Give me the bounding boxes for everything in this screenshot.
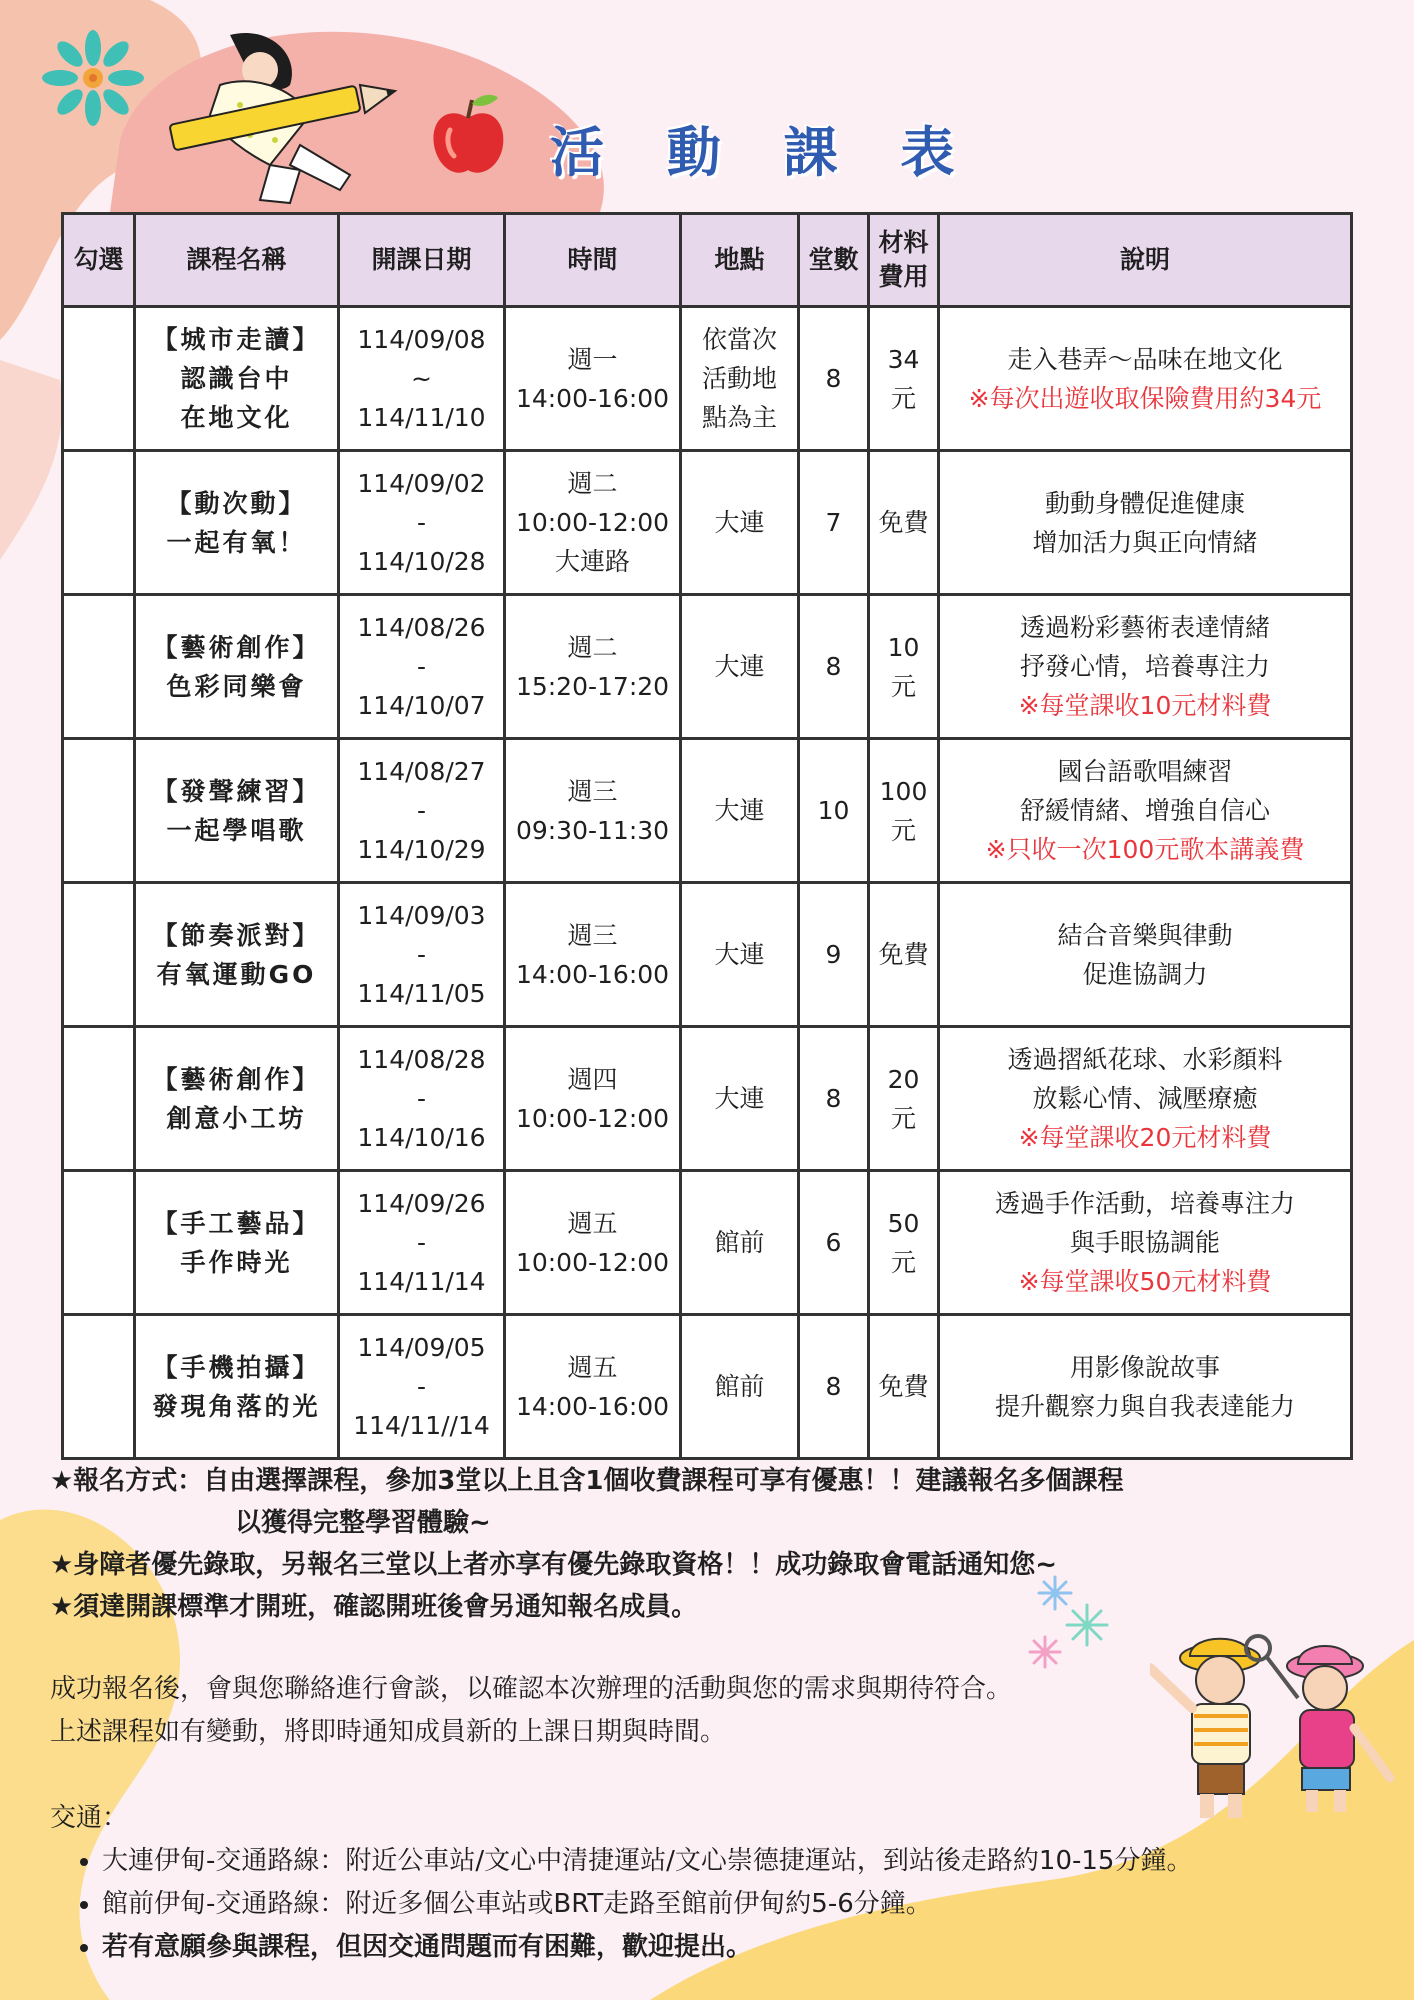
time-cell: 週四 10:00-12:00 bbox=[505, 1027, 681, 1171]
description-cell: 動動身體促進健康 增加活力與正向情緒 bbox=[939, 451, 1352, 595]
location-cell: 大連 bbox=[681, 451, 799, 595]
table-row bbox=[63, 883, 1352, 1027]
table-row bbox=[63, 595, 1352, 739]
girl-with-pencil-illustration bbox=[160, 25, 400, 205]
start-date-cell: 114/09/08 ~ 114/11/10 bbox=[339, 307, 505, 451]
course-schedule-table bbox=[61, 212, 1353, 1460]
select-checkbox-cell[interactable] bbox=[63, 1027, 135, 1171]
flower-icon bbox=[38, 28, 148, 128]
info-line-1: 成功報名後，會與您聯絡進行會談，以確認本次辦理的活動與您的需求與期待符合。 bbox=[50, 1674, 1013, 1704]
transport-heading: 交通： bbox=[50, 1803, 129, 1833]
sparkle-icon bbox=[1025, 1575, 1115, 1675]
course-name-cell: 【城市走讀】 認識台中 在地文化 bbox=[135, 307, 339, 451]
info-paragraph bbox=[50, 1668, 1012, 1754]
time-cell: 週二 10:00-12:00 大連路 bbox=[505, 451, 681, 595]
list-item: • 館前伊甸-交通路線：附近多個公車站或BRT走路至館前伊甸約5-6分鐘。 bbox=[102, 1883, 1192, 1926]
header-check: 勾選 bbox=[63, 214, 135, 307]
header-course-name: 課程名稱 bbox=[135, 214, 339, 307]
description-cell: 用影像說故事 提升觀察力與自我表達能力 bbox=[939, 1315, 1352, 1459]
location-cell: 依當次 活動地 點為主 bbox=[681, 307, 799, 451]
start-date-cell: 114/09/03 - 114/11/05 bbox=[339, 883, 505, 1027]
transport-section bbox=[50, 1797, 1192, 1969]
course-name-cell: 【動次動】 一起有氧！ bbox=[135, 451, 339, 595]
location-cell: 館前 bbox=[681, 1171, 799, 1315]
location-cell: 大連 bbox=[681, 883, 799, 1027]
page-title: 活 動 課 表 bbox=[550, 121, 977, 184]
course-name-cell: 【手工藝品】 手作時光 bbox=[135, 1171, 339, 1315]
header-description: 說明 bbox=[939, 214, 1352, 307]
header-session-count: 堂數 bbox=[799, 214, 869, 307]
note-class-opening: ★須達開課標準才開班，確認開班後會另通知報名成員。 bbox=[50, 1592, 698, 1622]
material-fee-cell: 免費 bbox=[869, 1315, 939, 1459]
header-location: 地點 bbox=[681, 214, 799, 307]
table-row bbox=[63, 1315, 1352, 1459]
description-cell: 國台語歌唱練習 舒緩情緒、增強自信心 ※只收一次100元歌本講義費 bbox=[939, 739, 1352, 883]
table-header-row bbox=[63, 214, 1352, 307]
material-fee-cell: 20 元 bbox=[869, 1027, 939, 1171]
start-date-cell: 114/08/27 - 114/10/29 bbox=[339, 739, 505, 883]
table-row bbox=[63, 739, 1352, 883]
session-count-cell: 6 bbox=[799, 1171, 869, 1315]
description-cell: 結合音樂與律動 促進協調力 bbox=[939, 883, 1352, 1027]
table-row bbox=[63, 1171, 1352, 1315]
time-cell: 週一 14:00-16:00 bbox=[505, 307, 681, 451]
list-item: • 若有意願參與課程，但因交通問題而有困難，歡迎提出。 bbox=[102, 1926, 1192, 1969]
material-fee-cell: 免費 bbox=[869, 883, 939, 1027]
session-count-cell: 7 bbox=[799, 451, 869, 595]
header-start-date: 開課日期 bbox=[339, 214, 505, 307]
note-registration-method-cont: 以獲得完整學習體驗~ bbox=[235, 1508, 491, 1538]
info-line-2: 上述課程如有變動，將即時通知成員新的上課日期與時間。 bbox=[50, 1717, 727, 1747]
select-checkbox-cell[interactable] bbox=[63, 595, 135, 739]
start-date-cell: 114/08/28 - 114/10/16 bbox=[339, 1027, 505, 1171]
start-date-cell: 114/08/26 - 114/10/07 bbox=[339, 595, 505, 739]
select-checkbox-cell[interactable] bbox=[63, 1171, 135, 1315]
apple-icon bbox=[428, 90, 508, 180]
location-cell: 大連 bbox=[681, 1027, 799, 1171]
material-fee-cell: 免費 bbox=[869, 451, 939, 595]
location-cell: 館前 bbox=[681, 1315, 799, 1459]
kids-illustration bbox=[1150, 1628, 1400, 1828]
location-cell: 大連 bbox=[681, 595, 799, 739]
note-registration-method: ★報名方式：自由選擇課程，參加3堂以上且含1個收費課程可享有優惠！！建議報名多個課程 bbox=[50, 1466, 1124, 1496]
select-checkbox-cell[interactable] bbox=[63, 1315, 135, 1459]
session-count-cell: 10 bbox=[799, 739, 869, 883]
material-fee-cell: 100 元 bbox=[869, 739, 939, 883]
select-checkbox-cell[interactable] bbox=[63, 883, 135, 1027]
table-row bbox=[63, 307, 1352, 451]
course-name-cell: 【藝術創作】 創意小工坊 bbox=[135, 1027, 339, 1171]
list-item: • 大連伊甸-交通路線：附近公車站/文心中清捷運站/文心崇德捷運站，到站後走路約10-15分鐘。 bbox=[102, 1840, 1192, 1883]
note-priority-admission: ★身障者優先錄取，另報名三堂以上者亦享有優先錄取資格！！成功錄取會電話通知您~ bbox=[50, 1550, 1058, 1580]
description-cell: 透過粉彩藝術表達情緒 抒發心情，培養專注力 ※每堂課收10元材料費 bbox=[939, 595, 1352, 739]
select-checkbox-cell[interactable] bbox=[63, 451, 135, 595]
time-cell: 週三 09:30-11:30 bbox=[505, 739, 681, 883]
description-cell: 透過摺紙花球、水彩顏料 放鬆心情、減壓療癒 ※每堂課收20元材料費 bbox=[939, 1027, 1352, 1171]
description-cell: 透過手作活動，培養專注力 與手眼協調能 ※每堂課收50元材料費 bbox=[939, 1171, 1352, 1315]
select-checkbox-cell[interactable] bbox=[63, 739, 135, 883]
start-date-cell: 114/09/02 - 114/10/28 bbox=[339, 451, 505, 595]
table-row bbox=[63, 451, 1352, 595]
course-name-cell: 【藝術創作】 色彩同樂會 bbox=[135, 595, 339, 739]
material-fee-cell: 50 元 bbox=[869, 1171, 939, 1315]
description-cell: 走入巷弄～品味在地文化 ※每次出遊收取保險費用約34元 bbox=[939, 307, 1352, 451]
select-checkbox-cell[interactable] bbox=[63, 307, 135, 451]
header-material-fee: 材料 費用 bbox=[869, 214, 939, 307]
session-count-cell: 8 bbox=[799, 595, 869, 739]
course-name-cell: 【節奏派對】 有氧運動GO bbox=[135, 883, 339, 1027]
course-name-cell: 【發聲練習】 一起學唱歌 bbox=[135, 739, 339, 883]
header-time: 時間 bbox=[505, 214, 681, 307]
location-cell: 大連 bbox=[681, 739, 799, 883]
start-date-cell: 114/09/26 - 114/11/14 bbox=[339, 1171, 505, 1315]
session-count-cell: 8 bbox=[799, 307, 869, 451]
time-cell: 週二 15:20-17:20 bbox=[505, 595, 681, 739]
time-cell: 週三 14:00-16:00 bbox=[505, 883, 681, 1027]
material-fee-cell: 34 元 bbox=[869, 307, 939, 451]
transport-list bbox=[50, 1840, 1192, 1969]
session-count-cell: 9 bbox=[799, 883, 869, 1027]
session-count-cell: 8 bbox=[799, 1027, 869, 1171]
table-row bbox=[63, 1027, 1352, 1171]
course-name-cell: 【手機拍攝】 發現角落的光 bbox=[135, 1315, 339, 1459]
material-fee-cell: 10 元 bbox=[869, 595, 939, 739]
registration-notes bbox=[50, 1460, 1124, 1628]
start-date-cell: 114/09/05 - 114/11//14 bbox=[339, 1315, 505, 1459]
time-cell: 週五 14:00-16:00 bbox=[505, 1315, 681, 1459]
session-count-cell: 8 bbox=[799, 1315, 869, 1459]
time-cell: 週五 10:00-12:00 bbox=[505, 1171, 681, 1315]
